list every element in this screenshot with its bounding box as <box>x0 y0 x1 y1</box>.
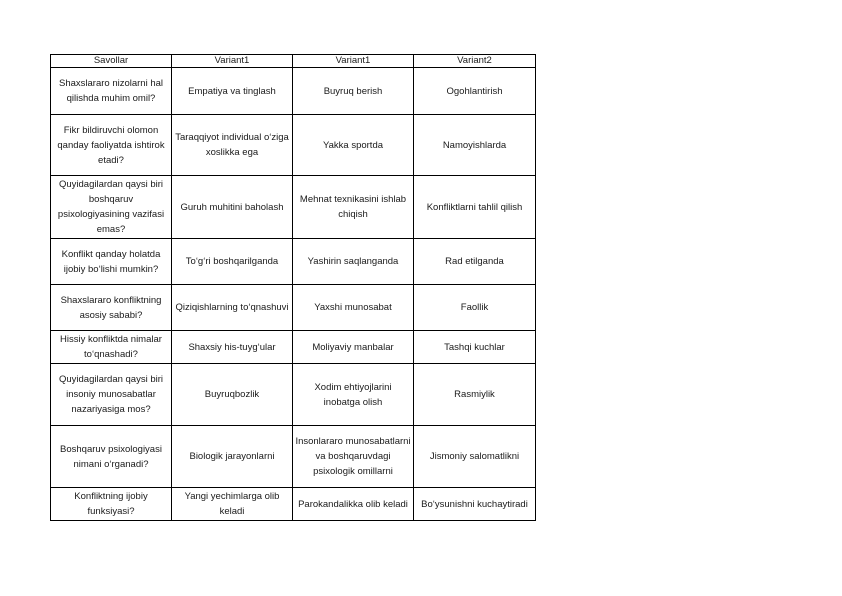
question-cell: Boshqaruv psixologiyasi nimani o‘rganadi? <box>51 426 172 488</box>
answer-cell: Faollik <box>414 285 536 331</box>
answer-cell: Yaxshi munosabat <box>293 285 414 331</box>
answer-cell: Qiziqishlarning to‘qnashuvi <box>172 285 293 331</box>
answer-cell: Parokandalikka olib keladi <box>293 488 414 521</box>
answer-cell: Biologik jarayonlarni <box>172 426 293 488</box>
table-row <box>51 176 536 239</box>
question-cell: Hissiy konfliktda nimalar to‘qnashadi? <box>51 331 172 364</box>
answer-cell: Buyruq berish <box>293 68 414 115</box>
question-cell: Quyidagilardan qaysi biri boshqaruv psixologiyasining vazifasi emas? <box>51 176 172 239</box>
answer-cell: To‘g‘ri boshqarilganda <box>172 239 293 285</box>
answer-cell: Namoyishlarda <box>414 115 536 176</box>
answer-cell: Insonlararo munosabatlarni va boshqaruvdagi psixologik omillarni <box>293 426 414 488</box>
table-row <box>51 239 536 285</box>
answer-cell: Buyruqbozlik <box>172 364 293 426</box>
answer-cell: Shaxsiy his-tuyg‘ular <box>172 331 293 364</box>
question-cell: Quyidagilardan qaysi biri insoniy munosabatlar nazariyasiga mos? <box>51 364 172 426</box>
table-row <box>51 115 536 176</box>
document-page <box>50 54 536 521</box>
answer-cell: Moliyaviy manbalar <box>293 331 414 364</box>
question-cell: Konflikt qanday holatda ijobiy bo‘lishi mumkin? <box>51 239 172 285</box>
answer-cell: Yakka sportda <box>293 115 414 176</box>
table-row <box>51 426 536 488</box>
answer-cell: Guruh muhitini baholash <box>172 176 293 239</box>
question-cell: Fikr bildiruvchi olomon qanday faoliyatda ishtirok etadi? <box>51 115 172 176</box>
header-questions: Savollar <box>51 55 172 68</box>
header-variant: Variant2 <box>414 55 536 68</box>
answer-cell: Jismoniy salomatlikni <box>414 426 536 488</box>
answer-cell: Bo‘ysunishni kuchaytiradi <box>414 488 536 521</box>
table-row <box>51 331 536 364</box>
answer-cell: Rasmiylik <box>414 364 536 426</box>
answer-cell: Yangi yechimlarga olib keladi <box>172 488 293 521</box>
answer-cell: Yashirin saqlanganda <box>293 239 414 285</box>
table-row <box>51 488 536 521</box>
answer-cell: Konfliktlarni tahlil qilish <box>414 176 536 239</box>
header-variant: Variant1 <box>172 55 293 68</box>
table-header-row <box>51 55 536 68</box>
question-cell: Shaxslararo konfliktning asosiy sababi? <box>51 285 172 331</box>
header-variant: Variant1 <box>293 55 414 68</box>
question-cell: Shaxslararo nizolarni hal qilishda muhim omil? <box>51 68 172 115</box>
answer-cell: Mehnat texnikasini ishlab chiqish <box>293 176 414 239</box>
table-row <box>51 285 536 331</box>
table-row <box>51 364 536 426</box>
answer-cell: Empatiya va tinglash <box>172 68 293 115</box>
answer-cell: Xodim ehtiyojlarini inobatga olish <box>293 364 414 426</box>
quiz-table <box>50 54 536 521</box>
answer-cell: Rad etilganda <box>414 239 536 285</box>
answer-cell: Ogohlantirish <box>414 68 536 115</box>
answer-cell: Taraqqiyot individual o‘ziga xoslikka ega <box>172 115 293 176</box>
question-cell: Konfliktning ijobiy funksiyasi? <box>51 488 172 521</box>
answer-cell: Tashqi kuchlar <box>414 331 536 364</box>
table-row <box>51 68 536 115</box>
